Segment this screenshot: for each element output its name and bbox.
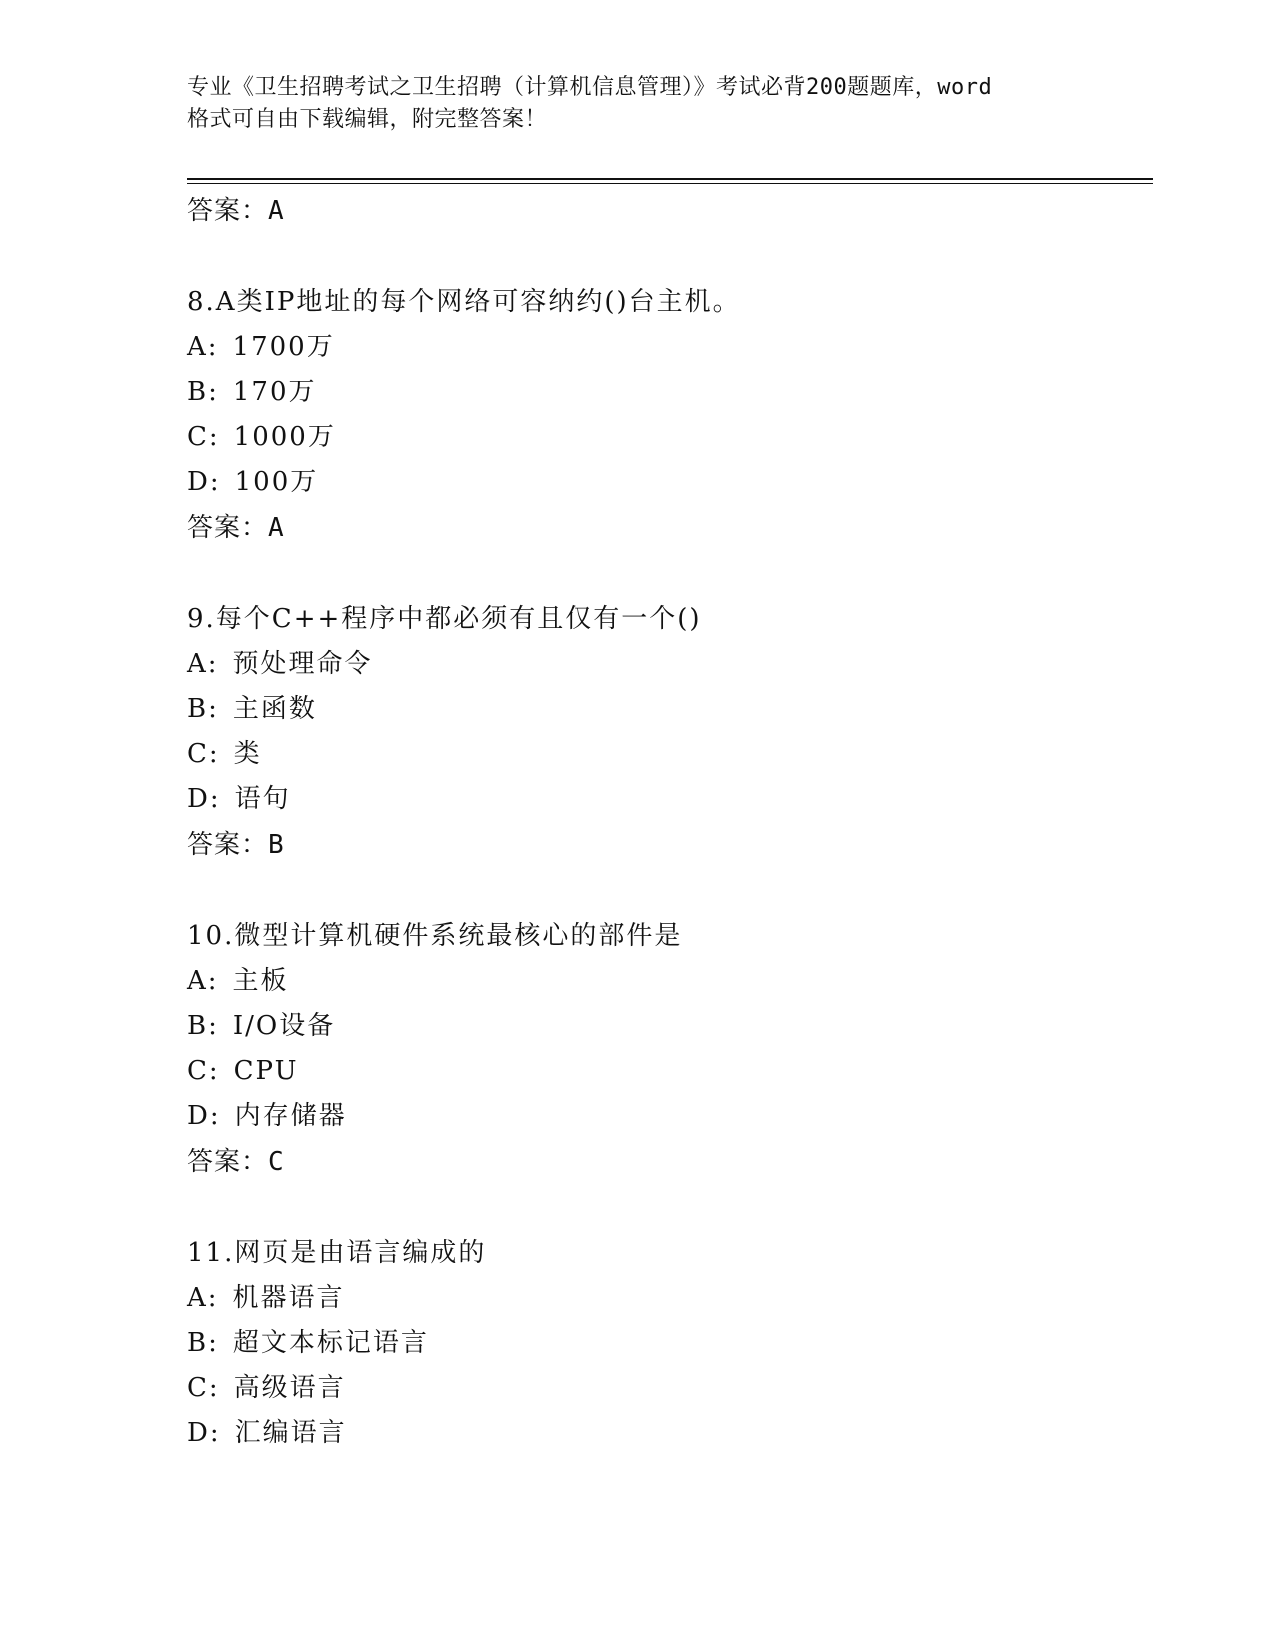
spacer	[187, 1185, 1147, 1231]
option-b	[187, 1321, 1147, 1366]
option-letter: B:	[187, 377, 219, 407]
document-header	[187, 72, 1087, 136]
spacer	[187, 234, 1147, 280]
question-list	[187, 188, 1147, 1456]
option-a	[187, 642, 1147, 687]
option-text: 1700万	[232, 332, 335, 362]
answer-line: 答案：A	[187, 196, 285, 226]
spacer	[187, 868, 1147, 914]
option-a	[187, 325, 1147, 370]
option-b	[187, 687, 1147, 732]
header-divider-thin	[187, 183, 1153, 184]
option-c	[187, 1366, 1147, 1411]
header-line: 格式可自由下载编辑，附完整答案！	[187, 107, 548, 132]
question-text: 10.微型计算机硬件系统最核心的部件是	[187, 921, 683, 951]
answer-line: 答案：B	[187, 830, 285, 860]
option-d	[187, 777, 1147, 822]
option-letter: C:	[187, 422, 220, 452]
option-text: 超文本标记语言	[232, 1328, 429, 1358]
option-letter: D:	[187, 784, 221, 814]
option-text: 机器语言	[232, 1283, 345, 1313]
answer-line: 答案：C	[187, 1147, 285, 1177]
spacer	[187, 551, 1147, 597]
option-d	[187, 460, 1147, 505]
header-line: 专业《卫生招聘考试之卫生招聘（计算机信息管理）》考试必背200题题库，word	[187, 75, 993, 100]
option-c	[187, 732, 1147, 777]
option-a	[187, 959, 1147, 1004]
header-divider-thick	[187, 178, 1153, 180]
question-block	[187, 280, 1147, 551]
option-text: 汇编语言	[234, 1418, 347, 1448]
option-letter: A:	[187, 1283, 219, 1313]
option-text: 100万	[234, 467, 319, 497]
option-letter: B:	[187, 694, 219, 724]
option-letter: B:	[187, 1011, 219, 1041]
option-text: 高级语言	[233, 1373, 346, 1403]
option-c	[187, 415, 1147, 460]
question-text: 9.每个C++程序中都必须有且仅有一个()	[187, 604, 702, 634]
option-letter: B:	[187, 1328, 219, 1358]
option-text: 预处理命令	[232, 649, 373, 679]
option-letter: C:	[187, 739, 220, 769]
question-text: 8.A类IP地址的每个网络可容纳约()台主机。	[187, 287, 741, 317]
question-block	[187, 597, 1147, 868]
option-letter: D:	[187, 1101, 221, 1131]
option-letter: A:	[187, 332, 219, 362]
option-b	[187, 1004, 1147, 1049]
option-text: 1000万	[233, 422, 336, 452]
option-b	[187, 370, 1147, 415]
option-c	[187, 1049, 1147, 1094]
option-text: 类	[233, 739, 262, 769]
option-letter: C:	[187, 1056, 220, 1086]
question-block	[187, 1231, 1147, 1456]
question-text: 11.网页是由语言编成的	[187, 1238, 487, 1268]
option-letter: D:	[187, 467, 221, 497]
option-letter: A:	[187, 966, 219, 996]
option-d	[187, 1094, 1147, 1139]
option-letter: D:	[187, 1418, 221, 1448]
option-text: 内存储器	[234, 1101, 347, 1131]
option-text: 170万	[232, 377, 317, 407]
option-text: I/O设备	[232, 1011, 336, 1041]
question-block	[187, 914, 1147, 1185]
option-letter: A:	[187, 649, 219, 679]
option-letter: C:	[187, 1373, 220, 1403]
option-text: 语句	[234, 784, 291, 814]
option-d	[187, 1411, 1147, 1456]
option-a	[187, 1276, 1147, 1321]
option-text: CPU	[233, 1056, 299, 1086]
answer-line: 答案：A	[187, 513, 285, 543]
option-text: 主函数	[232, 694, 317, 724]
option-text: 主板	[232, 966, 289, 996]
